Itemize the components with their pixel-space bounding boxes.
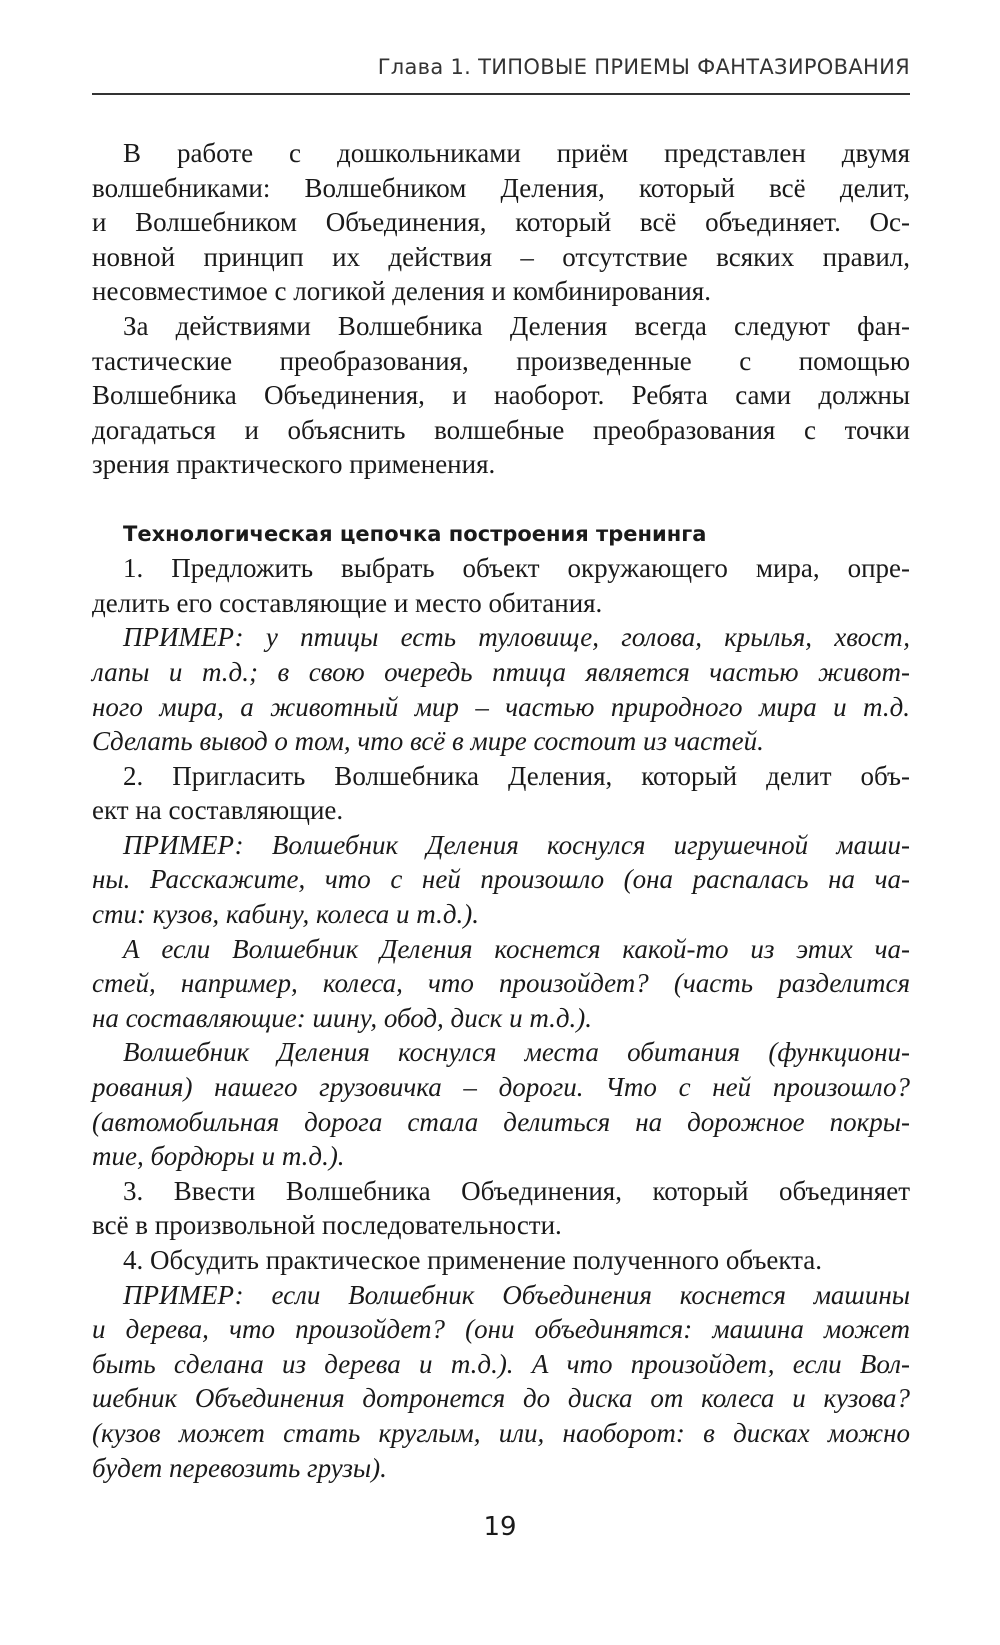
paragraph [92,136,910,309]
example-paragraph [92,620,910,758]
example-paragraph [92,828,910,932]
example-paragraph [92,1278,910,1486]
text-line: 2. Пригласить Волшебника Деления, который делит объ- [123,760,910,791]
text-line: несовместимое с логикой деления и комбинирования. [92,276,711,307]
text-line: ПРИМЕР: Волшебник Деления коснулся игрушечной маши- [123,829,910,860]
text-line: ект на составляющие. [92,795,344,826]
text-line: волшебниками: Волшебником Деления, который всё делит, [92,172,910,203]
paragraph [92,309,910,482]
text-line: ПРИМЕР: у птицы есть туловище, голова, крылья, хвост, [123,622,910,653]
text-line: За действиями Волшебника Деления всегда следуют фан- [123,310,910,341]
text-line: Волшебника Объединения, и наоборот. Ребята сами должны [92,380,910,411]
text-line: зрения практического применения. [92,449,496,480]
text-line: 1. Предложить выбрать объект окружающего мира, опре- [123,553,910,584]
text-line: шебник Объединения дотронется до диска от колеса и кузова? [92,1383,910,1414]
text-line: Сделать вывод о том, что всё в мире состоит из частей. [92,726,764,757]
text-line: стей, например, колеса, что произойдет? (часть разделится [92,968,910,999]
text-line: делить его составляющие и место обитания. [92,587,603,618]
running-header [350,55,910,79]
text-line: всё в произвольной последовательности. [92,1210,562,1241]
text-line: и Волшебником Объединения, который всё объединяет. Ос- [92,207,910,238]
paragraph [92,1243,910,1278]
example-paragraph [92,932,910,1036]
chapter-title: ТИПОВЫЕ ПРИЕМЫ ФАНТАЗИРОВАНИЯ [478,55,910,79]
text-line: (кузов может стать круглым, или, наоборот: в дисках можно [92,1417,910,1448]
text-line: Волшебник Деления коснулся места обитания (функциони- [123,1037,910,1068]
page-number: 19 [483,1512,517,1542]
example-paragraph [92,1035,910,1173]
text-line: и дерева, что произойдет? (они объединятся: машина может [92,1314,910,1345]
section-heading [92,517,910,552]
page-body [92,136,910,1485]
text-line: на составляющие: шину, обод, диск и т.д.). [92,1002,593,1033]
text-line: тастические преобразования, произведенные с помощью [92,345,910,376]
text-line: ПРИМЕР: если Волшебник Объединения коснется машины [123,1279,910,1310]
text-line: 3. Ввести Волшебника Объединения, который объединяет [123,1175,910,1206]
paragraph [92,759,910,828]
text-line: А если Волшебник Деления коснется какой-то из этих ча- [123,933,910,964]
text-line: быть сделана из дерева и т.д.). А что произойдет, если Вол- [92,1348,910,1379]
text-line: Технологическая цепочка построения тренинга [123,521,707,546]
text-line: (автомобильная дорога стала делиться на дорожное покры- [92,1106,910,1137]
text-line: будет перевозить грузы). [92,1452,387,1483]
text-line: новной принцип их действия – отсутствие всяких правил, [92,241,910,272]
header-rule [92,93,910,95]
text-line: ного мира, а животный мир – частью природного мира и т.д. [92,691,910,722]
paragraph [92,551,910,620]
text-line: рования) нашего грузовичка – дороги. Что с ней произошло? [92,1072,910,1103]
text-line: 4. Обсудить практическое применение полученного объекта. [123,1245,823,1275]
text-line: догадаться и объяснить волшебные преобразования с точки [92,414,910,445]
chapter-number: Глава 1. [377,55,472,79]
text-line: В работе с дошкольниками приём представлен двумя [123,138,910,168]
text-line: лапы и т.д.; в свою очередь птица является частью живот- [92,656,910,687]
text-line: сти: кузов, кабину, колеса и т.д.). [92,899,479,930]
paragraph [92,1174,910,1243]
text-line: ны. Расскажите, что с ней произошло (она распалась на ча- [92,864,910,895]
text-line: тие, бордюры и т.д.). [92,1141,345,1172]
